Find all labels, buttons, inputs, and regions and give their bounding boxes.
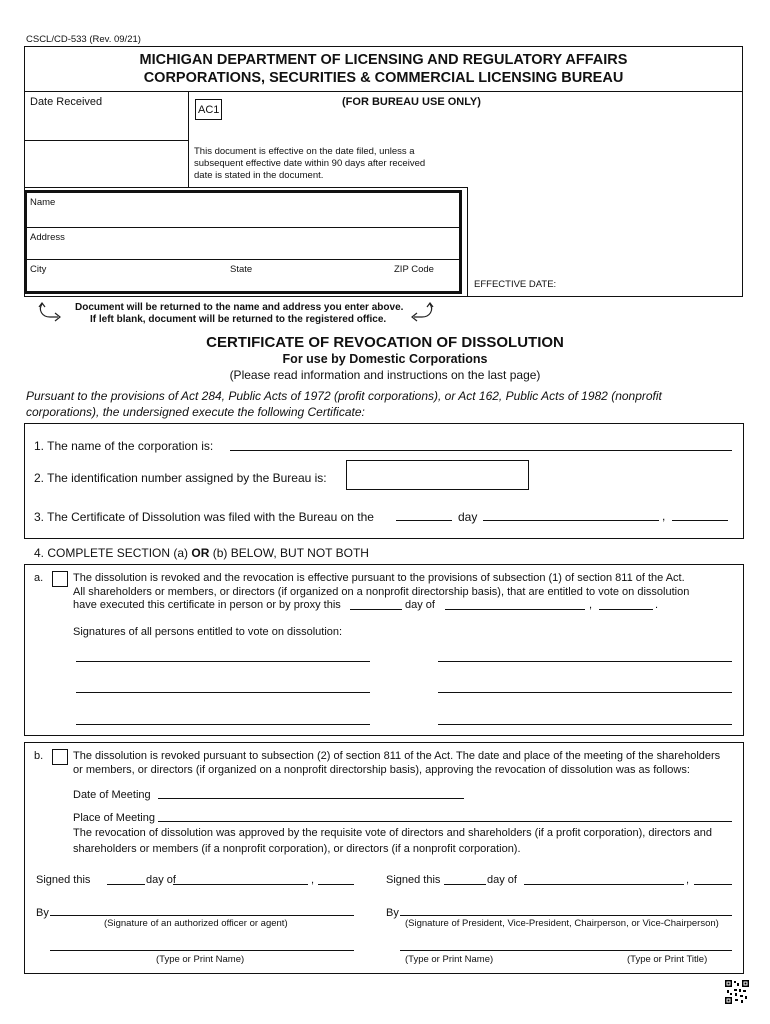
section-a-label: a. — [34, 572, 44, 584]
signed-day-left-field[interactable] — [107, 884, 145, 885]
approved-line-1: The revocation of dissolution was approved by the requisite vote of directors and shareholders (if a profit corporation), directors and — [73, 827, 712, 839]
signed-year-right-field[interactable] — [694, 884, 732, 885]
signed-day-right-field[interactable] — [444, 884, 486, 885]
signed-day-of-left: day of — [146, 874, 176, 886]
certificate-title: CERTIFICATE OF REVOCATION OF DISSOLUTION — [206, 334, 564, 351]
qr-code-icon — [725, 980, 749, 1004]
section-a-signature-5[interactable] — [76, 724, 370, 725]
signed-this-right-label: Signed this — [386, 874, 441, 886]
date-of-meeting-label: Date of Meeting — [73, 789, 151, 801]
effective-note-2: subsequent effective date within 90 days after received — [194, 158, 426, 169]
ac1-label: AC1 — [198, 104, 220, 116]
effective-note-1: This document is effective on the date filed, unless a — [194, 146, 415, 157]
item-3-day: day — [458, 510, 478, 524]
section-a-year-field[interactable] — [599, 609, 653, 610]
pursuant-line-2: corporations), the undersigned execute the following Certificate: — [26, 405, 365, 419]
section-a-signature-3[interactable] — [76, 692, 370, 693]
signed-month-right-field[interactable] — [524, 884, 684, 885]
section-a-signature-1[interactable] — [76, 661, 370, 662]
dissolution-filed-day-field[interactable] — [396, 520, 452, 521]
section-a-signature-4[interactable] — [438, 692, 732, 693]
section-b-line-2: or members, or directors (if organized on a nonprofit directorship basis), approving the revocation of dissolution was as follows: — [73, 764, 690, 776]
item-2-label: 2. The identification number assigned by the Bureau is: — [34, 471, 327, 485]
pursuant-line-1: Pursuant to the provisions of Act 284, Public Acts of 1972 (profit corporations), or Act 162, Public Acts of 1982 (nonprofit — [26, 389, 662, 403]
section-a-month-field[interactable] — [445, 609, 585, 610]
item-3-label: 3. The Certificate of Dissolution was filed with the Bureau on the — [34, 510, 374, 524]
identification-number-field[interactable] — [346, 460, 529, 490]
section-a-line-1: The dissolution is revoked and the revocation is effective pursuant to the provisions of subsection (1) of section 811 of the Act. — [73, 572, 685, 584]
place-of-meeting-label: Place of Meeting — [73, 812, 155, 824]
president-signature-field[interactable] — [400, 915, 732, 916]
return-arrow-left-icon — [36, 300, 64, 322]
zip-field-label[interactable]: ZIP Code — [394, 264, 434, 275]
president-printed-name-caption: (Type or Print Name) — [405, 954, 494, 965]
section-b-box — [24, 742, 744, 974]
section-a-period: . — [655, 599, 659, 611]
section-b-label: b. — [34, 750, 44, 762]
section-a-day-of: day of — [405, 599, 435, 611]
city-field-label[interactable]: City — [30, 264, 47, 275]
return-address-box — [24, 190, 462, 294]
approved-line-2: shareholders or members (if a nonprofit corporation), or directors (if a nonprofit corporation). — [73, 843, 521, 855]
item-1-label: 1. The name of the corporation is: — [34, 439, 214, 453]
section-a-line-3: have executed this certificate in person or by proxy this — [73, 599, 341, 611]
by-left-label: By — [36, 907, 49, 919]
effective-date-label: EFFECTIVE DATE: — [474, 279, 557, 290]
bureau-use-only: (FOR BUREAU USE ONLY) — [342, 96, 481, 108]
section-a-signature-2[interactable] — [438, 661, 732, 662]
by-right-label: By — [386, 907, 399, 919]
dissolution-filed-year-field[interactable] — [672, 520, 728, 521]
section-a-signatures-label: Signatures of all persons entitled to vote on dissolution: — [73, 626, 343, 638]
date-of-meeting-field[interactable] — [158, 798, 464, 799]
section-a-comma: , — [589, 599, 593, 611]
president-printed-name-field[interactable] — [400, 950, 732, 951]
signed-day-of-right: day of — [487, 874, 517, 886]
section-a-day-field[interactable] — [350, 609, 402, 610]
form-id: CSCL/CD-533 (Rev. 09/21) — [26, 34, 141, 45]
president-signature-caption: (Signature of President, Vice-President, Chairperson, or Vice-Chairperson) — [405, 918, 719, 929]
officer-printed-name-field[interactable] — [50, 950, 354, 951]
officer-signature-caption: (Signature of an authorized officer or agent) — [104, 918, 288, 929]
signed-comma-left: , — [311, 874, 315, 886]
date-received-label: Date Received — [30, 96, 103, 108]
name-field-label[interactable]: Name — [30, 197, 56, 208]
president-printed-title-caption: (Type or Print Title) — [627, 954, 708, 965]
header-line-2: CORPORATIONS, SECURITIES & COMMERCIAL LICENSING BUREAU — [143, 70, 624, 86]
place-of-meeting-field[interactable] — [158, 821, 732, 822]
effective-note-3: date is stated in the document. — [194, 170, 324, 181]
section-4-heading: 4. COMPLETE SECTION (a) OR (b) BELOW, BUT NOT BOTH — [34, 546, 369, 560]
header-line-1: MICHIGAN DEPARTMENT OF LICENSING AND REGULATORY AFFAIRS — [139, 52, 628, 68]
officer-printed-name-caption: (Type or Print Name) — [156, 954, 245, 965]
section-b-line-1: The dissolution is revoked pursuant to subsection (2) of section 811 of the Act. The date and place of the meeting of the shareholders — [73, 750, 721, 762]
return-arrow-right-icon — [408, 300, 436, 322]
officer-signature-field[interactable] — [50, 915, 354, 916]
certificate-subtitle: For use by Domestic Corporations — [282, 352, 488, 366]
signed-this-left-label: Signed this — [36, 874, 91, 886]
corporation-name-field[interactable] — [230, 450, 732, 451]
section-a-signature-6[interactable] — [438, 724, 732, 725]
address-field-label[interactable]: Address — [30, 232, 65, 243]
state-field-label[interactable]: State — [230, 264, 253, 275]
signed-comma-right: , — [686, 874, 690, 886]
dissolution-filed-month-field[interactable] — [483, 520, 659, 521]
section-a-checkbox[interactable] — [52, 571, 68, 587]
section-b-checkbox[interactable] — [52, 749, 68, 765]
item-3-comma: , — [662, 509, 666, 523]
signed-year-left-field[interactable] — [318, 884, 354, 885]
section-4-or: OR — [191, 546, 210, 560]
signed-month-left-field[interactable] — [173, 884, 308, 885]
return-note-1: Document will be returned to the name and address you enter above. — [75, 302, 404, 313]
section-a-line-2: All shareholders or members, or directors (if organized on a nonprofit directorship basis), that are entitled to vote on dissolution — [73, 586, 690, 598]
return-note-2: If left blank, document will be returned to the registered office. — [90, 314, 387, 325]
instructions-note: (Please read information and instructions on the last page) — [229, 368, 541, 382]
